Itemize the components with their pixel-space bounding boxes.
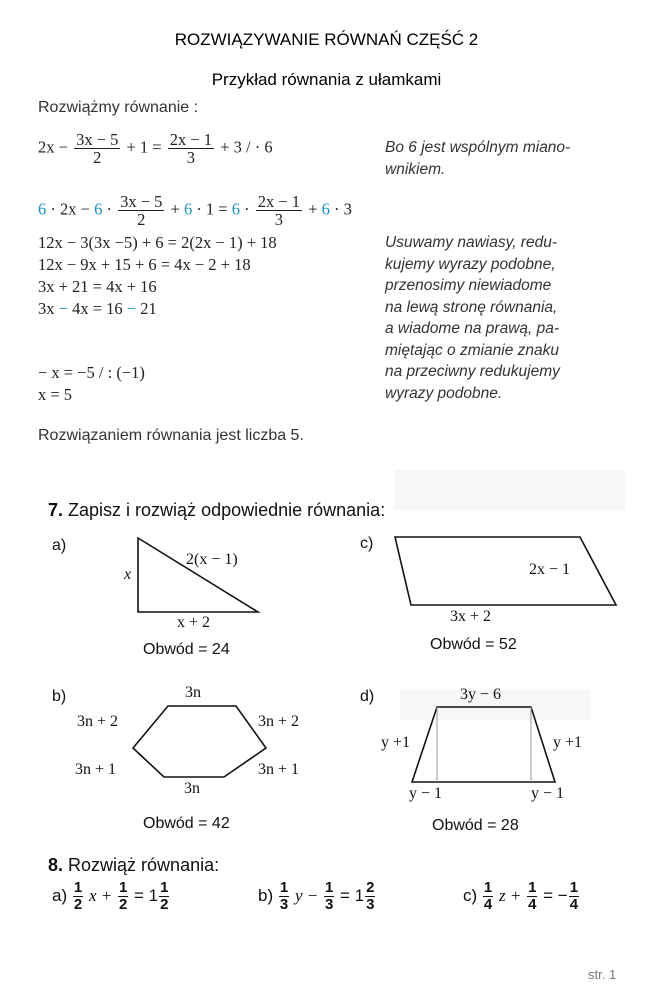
conclusion: Rozwiązaniem równania jest liczba 5. (38, 427, 304, 444)
equation-multiplied: 6 · 2x − 6 · $\frac{3x - 5}{2}$ + 6 · 1 = 6 · $\frac{2x - 1}{3}$ + 6 · 3 (38, 192, 352, 229)
fraction: $\frac{3x - 5}{2}$ (120, 192, 163, 229)
fraction: $\frac{1}{2}$ (160, 879, 169, 913)
hexagon-bottom: 3n (184, 780, 200, 797)
fraction: $\frac{1}{3}$ (279, 879, 289, 913)
task7-heading: 7. Zapisz i rozwiąż odpowiednie równania: (48, 500, 386, 520)
fraction: $\frac{1}{3}$ (324, 879, 334, 913)
note-explanation: Usuwamy nawiasy, redu- kujemy wyrazy podobne, przenosimy niewiadome na lewą stronę równania, a wiadome na prawą, pa- miętając o zmianie znaku na przeciwny redukujemy wyrazy podobne. (385, 234, 560, 402)
hexagon-upper-left: 3n + 2 (77, 713, 119, 730)
solution-step: − x = −5 / : (−1) (38, 363, 145, 382)
solution-step: x = 5 (38, 385, 73, 404)
task7d-label: d) (360, 688, 375, 705)
fraction: $\frac{1}{4}$ (483, 879, 493, 913)
task8-heading: 8. Rozwiąż równania: (48, 855, 220, 875)
page-title: ROZWIĄZYWANIE RÓWNAŃ CZĘŚĆ 2 (174, 30, 479, 49)
page-number: str. 1 (588, 967, 617, 982)
triangle-side-hyp: 2(x − 1) (186, 551, 238, 568)
solution-step: 12x − 9x + 15 + 6 = 4x − 2 + 18 (38, 255, 251, 274)
page-subtitle: Przykład równania z ułamkami (211, 70, 442, 89)
parallelogram-side-right: 2x − 1 (529, 561, 571, 578)
fraction: $\frac{2x - 1}{3}$ (257, 192, 301, 229)
trapezoid-bottom-left: y − 1 (409, 785, 443, 802)
task8c-equation: c) $\frac{1}{4}$ z + $\frac{1}{4}$ = − $\frac{1}{4}$ (463, 879, 579, 913)
trapezoid-perimeter: Obwód = 28 (432, 817, 519, 834)
triangle-side-bottom: x + 2 (177, 614, 211, 631)
trapezoid-left: y +1 (381, 734, 411, 751)
fraction: $\frac{1}{4}$ (528, 879, 537, 913)
fraction: $\frac{2}{3}$ (366, 879, 375, 913)
hexagon-lower-left: 3n + 1 (75, 761, 117, 778)
trapezoid-top: 3y − 6 (460, 686, 502, 703)
solution-step: 3x + 21 = 4x + 16 (38, 277, 157, 296)
task7a-label: a) (52, 537, 67, 554)
task8a-equation: a) $\frac{1}{2}$ x + $\frac{1}{2}$ = 1 $\frac{1}{2}$ (52, 879, 169, 913)
fraction: $\frac{1}{2}$ (73, 879, 83, 913)
hexagon-lower-right: 3n + 1 (258, 761, 300, 778)
eq-term: + 3 / · 6 (220, 137, 273, 157)
trapezoid-right: y +1 (553, 734, 583, 751)
parallelogram-side-bottom: 3x + 2 (450, 608, 492, 625)
triangle-perimeter: Obwód = 24 (143, 641, 230, 658)
task7c-label: c) (360, 535, 374, 552)
fraction: $\frac{2x - 1}{3}$ (169, 130, 213, 167)
fraction: $\frac{1}{4}$ (569, 879, 579, 913)
hexagon-upper-right: 3n + 2 (258, 713, 300, 730)
hexagon-perimeter: Obwód = 42 (143, 815, 230, 832)
eq-term: 2x − (38, 137, 68, 157)
hexagon-top: 3n (185, 684, 201, 701)
task8b-equation: b) $\frac{1}{3}$ y − $\frac{1}{3}$ = 1 $\frac{2}{3}$ (258, 879, 375, 913)
solution-step: 3x − 4x = 16 − 21 (38, 299, 157, 318)
fraction: $\frac{3x - 5}{2}$ (76, 130, 119, 167)
example-intro: Rozwiążmy równanie : (38, 99, 199, 116)
trapezoid-bottom-right: y − 1 (531, 785, 565, 802)
triangle-side-left: x (124, 566, 132, 583)
fraction: $\frac{1}{2}$ (118, 879, 128, 913)
solution-step: 12x − 3(3x −5) + 6 = 2(2x − 1) + 18 (38, 233, 277, 252)
eq-term: + 1 = (126, 137, 162, 157)
task7b-label: b) (52, 688, 67, 705)
parallelogram-perimeter: Obwód = 52 (430, 636, 517, 653)
note-common-denominator: Bo 6 jest wspólnym miano- wnikiem. (385, 139, 571, 178)
